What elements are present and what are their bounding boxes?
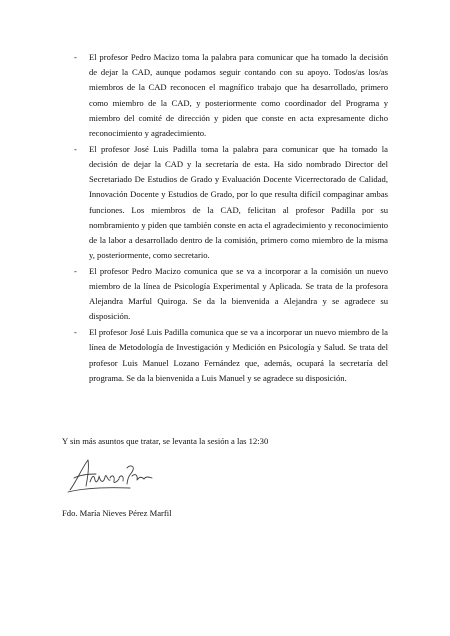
signer-name: Fdo. María Nieves Pérez Marfil bbox=[62, 508, 172, 518]
bullet-text: El profesor José Luis Padilla comunica que se va a incorporar un nuevo miembro de la línea de Metodología de Investigación y Medición en Psicología y Salud. Se trata del profesor Luis Manuel Lozano Fernández que, además, ocupará la secretaría del programa. Se da la bienvenida a Luis Manuel y se agradece su disposición. bbox=[89, 327, 388, 383]
bullet-marker: - bbox=[74, 265, 77, 276]
bullet-item bbox=[66, 142, 388, 264]
handwritten-signature bbox=[64, 454, 156, 498]
bullet-marker: - bbox=[74, 52, 77, 62]
bullet-text: El profesor Pedro Macizo toma la palabra para comunicar que ha tomado la decisión de dejar la CAD, aunque podamos seguir contando con su apoyo. Todos/as los/as miembros de la CAD reconocen el magnífico trabajo que ha desarrollado, primero como miembro de la CAD, y posteriormente como coordinador del Programa y miembro del comité de dirección y piden que conste en acta expresamente dicho reconocimiento y agradecimiento. bbox=[89, 52, 388, 139]
bullet-text: El profesor José Luis Padilla toma la palabra para comunicar que ha tomado la decisión de dejar la CAD y la secretaría de esta. Ha sido nombrado Director del Secretariado De Estudios de Grado y Evaluación Docente Vicerrectorado de Calidad, Innovación Docente y Estudios de Grado, por lo que resulta difícil compaginar ambas funciones. Los miembros de la CAD, felicitan al profesor Padilla por su nombramiento y piden que también conste en acta el agradecimiento y reconocimiento de la labor a desarrollado dentro de la comisión, primero como miembro de la misma y, posteriormente, como secretario. bbox=[89, 143, 388, 261]
closing-statement: Y sin más asuntos que tratar, se levanta la sesión a las 12:30 bbox=[62, 436, 269, 446]
bullet-marker: - bbox=[74, 327, 77, 338]
minutes-bullet-list bbox=[66, 50, 388, 386]
bullet-marker: - bbox=[74, 143, 77, 154]
bullet-item bbox=[66, 264, 388, 325]
bullet-item bbox=[66, 325, 388, 386]
bullet-text: El profesor Pedro Macizo comunica que se va a incorporar a la comisión un nuevo miembro de la línea de Psicología Experimental y Aplicada. Se trata de la profesora Alejandra Marful Quiroga. Se da la bienvenida a Alejandra y se agradece su disposición. bbox=[89, 265, 388, 322]
bullet-item bbox=[66, 50, 388, 141]
